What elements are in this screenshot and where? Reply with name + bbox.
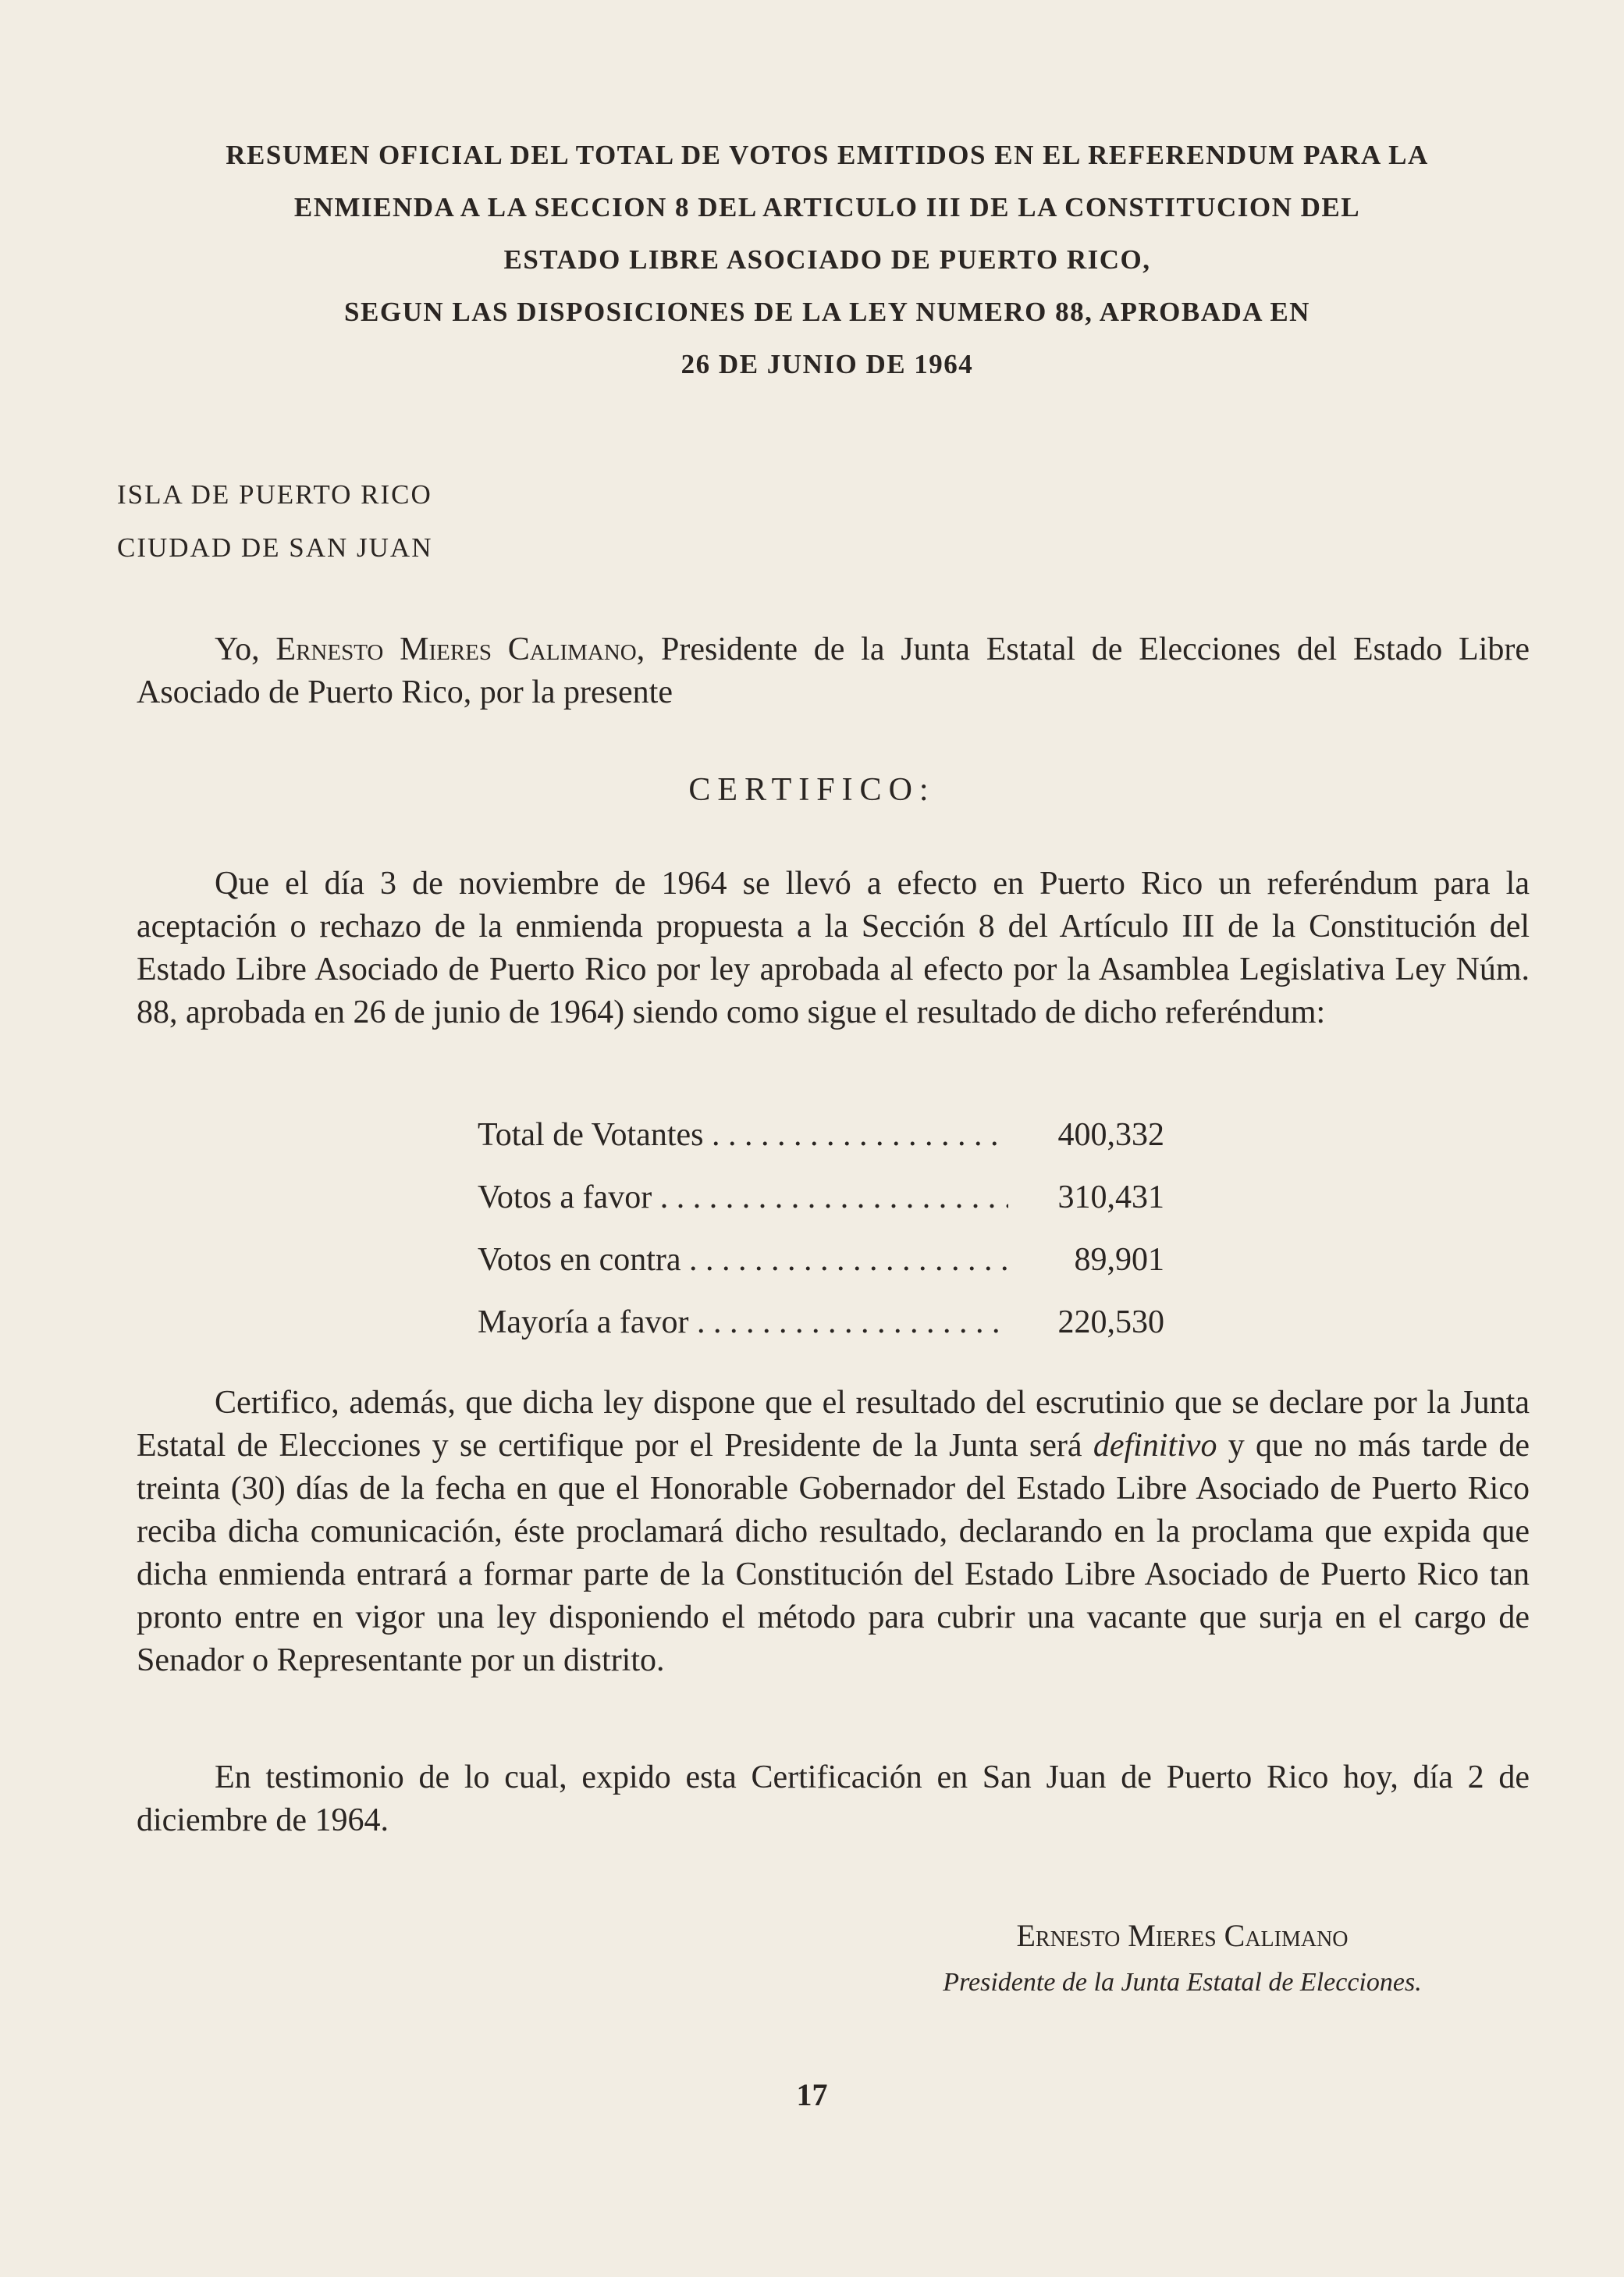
result-label: Votos a favor . . . xyxy=(478,1179,1008,1216)
intro-prefix: Yo, xyxy=(215,632,260,667)
result-value: 89,901 xyxy=(1074,1242,1164,1278)
paragraph-2 xyxy=(137,1382,1530,1682)
result-value: 310,431 xyxy=(1057,1179,1164,1215)
place-line-2: CIUDAD DE SAN JUAN xyxy=(117,532,433,563)
results-table xyxy=(478,1116,1180,1366)
result-value: 400,332 xyxy=(1057,1117,1164,1153)
page-number: 17 xyxy=(796,2077,828,2112)
place-line-1: ISLA DE PUERTO RICO xyxy=(117,479,432,510)
result-label: Mayoría a favor . . . xyxy=(478,1304,1008,1341)
title-line-5: 26 DE JUNIO DE 1964 xyxy=(681,349,974,379)
paragraph-2-emphasis: definitivo xyxy=(1093,1428,1217,1464)
result-label: Total de Votantes . . . xyxy=(478,1116,1008,1154)
result-row xyxy=(478,1179,1180,1241)
paragraph-2-part-2: y que no más tarde de treinta (30) días de la fecha en que el Honorable Gobernador del Estado Libre Asociado de Puerto Rico reciba dicha comunicación, éste proclamará dicho resultado, declarando en la proclama que expida que dicha enmienda entrará a formar parte de la Constitución del Estado Libre Asociado de Puerto Rico tan pronto entre en vigor una ley disponiendo el método para cubrir una vacante que surja en el cargo de Senador o Representante por un distrito. xyxy=(137,1428,1530,1678)
paragraph-1: Que el día 3 de noviembre de 1964 se llevó a efecto en Puerto Rico un referéndum para la aceptación o rechazo de la enmienda propuesta a la Sección 8 del Artículo III de la Constitución del Estado Libre Asociado de Puerto Rico por ley aprobada al efecto por la Asamblea Legislativa Ley Núm. 88, aprobada en 26 de junio de 1964) siendo como sigue el resultado de dicho referéndum: xyxy=(137,866,1530,1030)
intro-rest: Presidente de la Junta Estatal de Elecciones del Estado Libre Asociado de Puerto Rico, por la presente xyxy=(137,632,1530,710)
signature-title: Presidente de la Junta Estatal de Elecciones. xyxy=(943,1968,1422,1997)
intro-name: Ernesto Mieres Calimano, xyxy=(275,632,645,667)
title-line-3: ESTADO LIBRE ASOCIADO DE PUERTO RICO, xyxy=(503,244,1151,275)
result-value: 220,530 xyxy=(1057,1304,1164,1340)
paragraph-2-part-1: Certifico, además, que dicha ley dispone que el resultado del escrutinio que se declare por la Junta Estatal de Elecciones y se certifique por el Presidente de la Junta será xyxy=(137,1385,1530,1464)
intro-paragraph xyxy=(137,628,1530,714)
title-line-1: RESUMEN OFICIAL DEL TOTAL DE VOTOS EMITIDOS EN EL REFERENDUM PARA LA xyxy=(226,140,1429,170)
signature-block xyxy=(858,1912,1506,2006)
result-row xyxy=(478,1304,1180,1366)
place-heading xyxy=(117,468,432,575)
result-label: Votos en contra . . . xyxy=(478,1241,1008,1279)
result-row xyxy=(478,1116,1180,1179)
title-line-4: SEGUN LAS DISPOSICIONES DE LA LEY NUMERO 88, APROBADA EN xyxy=(344,297,1310,327)
signature-name: Ernesto Mieres Calimano xyxy=(1016,1918,1349,1953)
paragraph-3: En testimonio de lo cual, expido esta Certificación en San Juan de Puerto Rico hoy, día 2 de diciembre de 1964. xyxy=(137,1759,1530,1838)
document-title xyxy=(109,129,1545,390)
certifico-heading: CERTIFICO: xyxy=(688,772,936,808)
title-line-2: ENMIENDA A LA SECCION 8 DEL ARTICULO III DE LA CONSTITUCION DEL xyxy=(293,192,1361,222)
result-row xyxy=(478,1241,1180,1304)
